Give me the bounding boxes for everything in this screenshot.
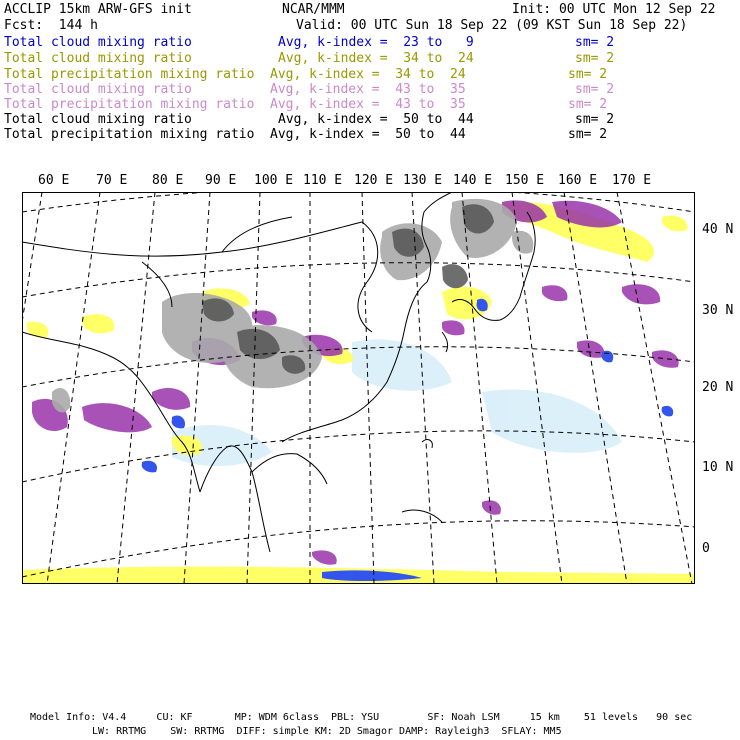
model-info-line2: LW: RRTMG SW: RRTMG DIFF: simple KM: 2D Smagor DAMP: Rayleigh3 SFLAY: MM5 [92,726,562,737]
model-info-line1: Model Info: V4.4 CU: KF MP: WDM 6class PBL: YSU SF: Noah LSM 15 km 51 levels 90 sec [30,712,693,723]
legend-field-6: Total cloud mixing ratio [4,112,192,127]
legend-field-5: Total precipitation mixing ratio [4,97,255,112]
legend-sm-7: sm= 2 [568,127,608,142]
legend-sm-5: sm= 2 [568,97,608,112]
legend-avg-6: Avg, k-index = 50 to 44 [278,112,474,127]
forecast-hour: Fcst: 144 h [4,18,98,33]
legend-avg-4: Avg, k-index = 43 to 35 [270,82,466,97]
init-time: Init: 00 UTC Mon 12 Sep 22 [512,2,716,17]
lon-label: 110 E [303,173,343,188]
lon-label: 150 E [505,173,545,188]
legend-field-1: Total cloud mixing ratio [4,35,192,50]
lon-label: 90 E [205,173,237,188]
legend-field-4: Total cloud mixing ratio [4,82,192,97]
lat-label: 0 [702,541,710,556]
lon-label: 140 E [453,173,493,188]
legend-field-3: Total precipitation mixing ratio [4,67,255,82]
legend-avg-1: Avg, k-index = 23 to 9 [278,35,474,50]
legend-avg-7: Avg, k-index = 50 to 44 [270,127,466,142]
lon-label: 130 E [403,173,443,188]
lat-label: 20 N [702,380,734,395]
lon-label: 70 E [96,173,128,188]
valid-time: Valid: 00 UTC Sun 18 Sep 22 (09 KST Sun 18 Sep 22) [296,18,688,33]
legend-field-2: Total cloud mixing ratio [4,51,192,66]
legend-sm-3: sm= 2 [568,67,608,82]
legend-sm-6: sm= 2 [575,112,615,127]
lon-label: 60 E [38,173,70,188]
legend-sm-4: sm= 2 [575,82,615,97]
lon-label: 160 E [558,173,598,188]
legend-field-7: Total precipitation mixing ratio [4,127,255,142]
lat-label: 40 N [702,222,734,237]
lon-label: 100 E [254,173,294,188]
lat-label: 30 N [702,303,734,318]
lon-label: 120 E [354,173,394,188]
lon-label: 80 E [152,173,184,188]
legend-avg-5: Avg, k-index = 43 to 35 [270,97,466,112]
model-title: ACCLIP 15km ARW-GFS init [4,2,192,17]
lat-label: 10 N [702,460,734,475]
lon-label: 170 E [612,173,652,188]
cloud-map [22,192,695,584]
legend-avg-2: Avg, k-index = 34 to 24 [278,51,474,66]
legend-avg-3: Avg, k-index = 34 to 24 [270,67,466,82]
org-label: NCAR/MMM [282,2,345,17]
legend-sm-1: sm= 2 [575,35,615,50]
legend-sm-2: sm= 2 [575,51,615,66]
